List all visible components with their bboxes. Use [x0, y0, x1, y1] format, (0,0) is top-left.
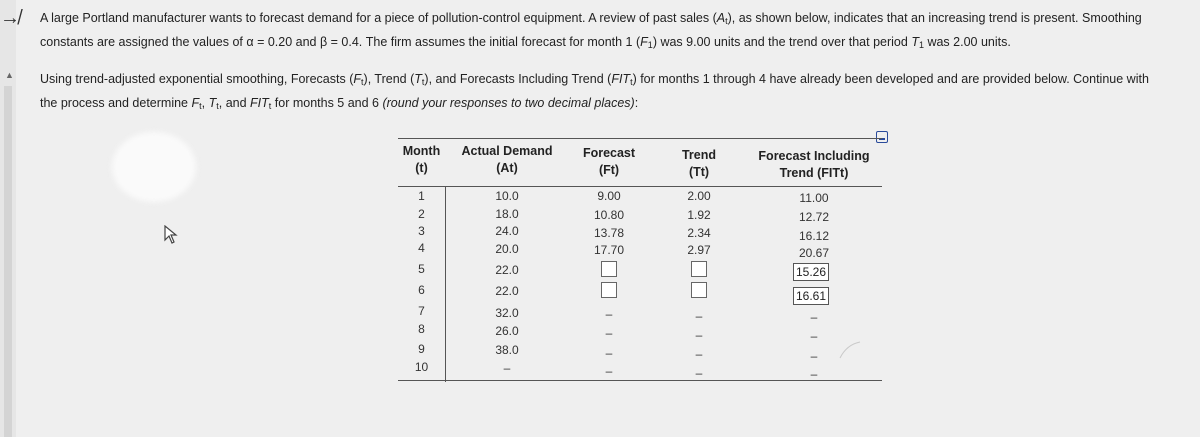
header-trend: Trend (Tt): [681, 148, 717, 179]
cell-actual: 38.0: [495, 343, 519, 357]
cell-actual: 10.0: [495, 189, 519, 203]
cell-month: 1: [418, 189, 425, 203]
cell-month: 4: [418, 241, 425, 255]
cell-trend: –: [695, 366, 703, 380]
cell-month: 8: [418, 322, 425, 336]
header-actual-demand: Actual Demand (At): [461, 144, 553, 175]
table-top-rule: [398, 138, 882, 139]
cell-actual: 26.0: [495, 324, 519, 338]
cell-forecast: 9.00: [597, 189, 621, 203]
table-month-divider: [445, 186, 446, 382]
cell-forecast: 17.70: [593, 243, 625, 257]
header-forecast-including-trend: Forecast Including Trend (FITt): [758, 149, 870, 180]
table-header-rule: [398, 186, 882, 187]
cell-fit: 12.72: [798, 210, 830, 224]
forecast-month-5-input[interactable]: [601, 261, 617, 277]
problem-intro: A large Portland manufacturer wants to forecast demand for a piece of pollution-control equipment. A review of past sales $(A_t)$, as shown below, indicates that an increasing trend is present. Smoothing constants are assigned the values of α = 0.20 and β = 0.4. The firm assumes the initial forecast for month 1 $(F_1)$ was 9.00 units and the trend over that period $T_1$ was 2.00 units.: [40, 11, 1142, 50]
header-month: Month (t): [402, 144, 441, 175]
cell-month: 3: [418, 224, 425, 238]
cell-actual: 18.0: [495, 207, 519, 221]
cell-trend: 2.00: [687, 189, 711, 203]
header-forecast: Forecast (Ft): [582, 146, 636, 177]
data-table: [398, 138, 882, 382]
back-arrow-icon[interactable]: ↛: [0, 7, 20, 29]
mouse-cursor-icon: [164, 225, 178, 245]
cell-month: 7: [418, 304, 425, 318]
problem-instruction: Using trend-adjusted exponential smoothing, Forecasts $(F_t)$, Trend $(T_t)$, and Forecasts Including Trend $(FIT_t)$ for months 1 through 4 have already been developed and are provided below. Continue with the process and determine $F_t$, $T_t$, and $FIT_t$ for months 5 and 6 (round your responses to two decimal places):: [40, 72, 1149, 111]
cell-month: 10: [414, 360, 429, 374]
cell-month: 9: [418, 342, 425, 356]
cell-forecast: –: [605, 307, 613, 321]
fit-month-6-input[interactable]: 16.61: [793, 287, 829, 305]
cell-fit: 20.67: [798, 246, 830, 260]
fit-month-5-input[interactable]: 15.26: [793, 263, 829, 281]
cell-fit: 11.00: [799, 191, 829, 205]
cell-fit: –: [810, 367, 818, 381]
trend-month-6-input[interactable]: [691, 282, 707, 298]
cell-forecast: 13.78: [593, 226, 625, 240]
cell-trend: –: [695, 328, 703, 342]
cell-actual: 22.0: [495, 263, 519, 277]
scrollbar[interactable]: [4, 86, 12, 437]
cell-forecast: –: [605, 364, 613, 378]
cell-month: 2: [418, 207, 425, 221]
forecast-month-6-input[interactable]: [601, 282, 617, 298]
cell-trend: –: [695, 309, 703, 323]
cell-month: 5: [418, 262, 425, 276]
cell-trend: 1.92: [687, 208, 711, 222]
trend-month-5-input[interactable]: [691, 261, 707, 277]
screen-glare: [112, 132, 196, 202]
cell-actual: 32.0: [495, 306, 519, 320]
cell-trend: 2.34: [687, 226, 711, 240]
cell-forecast: –: [605, 346, 613, 360]
caret-up-icon[interactable]: ▲: [5, 70, 14, 80]
cell-trend: 2.97: [687, 243, 711, 257]
cell-fit: –: [810, 349, 818, 363]
cell-fit: –: [810, 310, 818, 324]
cell-month: 6: [418, 283, 425, 297]
cell-actual: 20.0: [495, 242, 519, 256]
cell-actual: –: [503, 361, 511, 375]
cell-fit: 16.12: [798, 229, 830, 243]
cell-forecast: –: [605, 326, 613, 340]
pen-mark: [838, 340, 862, 360]
cell-actual: 22.0: [495, 284, 519, 298]
cell-forecast: 10.80: [593, 208, 625, 222]
cell-fit: –: [810, 329, 818, 343]
cell-actual: 24.0: [495, 224, 519, 238]
cell-trend: –: [695, 347, 703, 361]
